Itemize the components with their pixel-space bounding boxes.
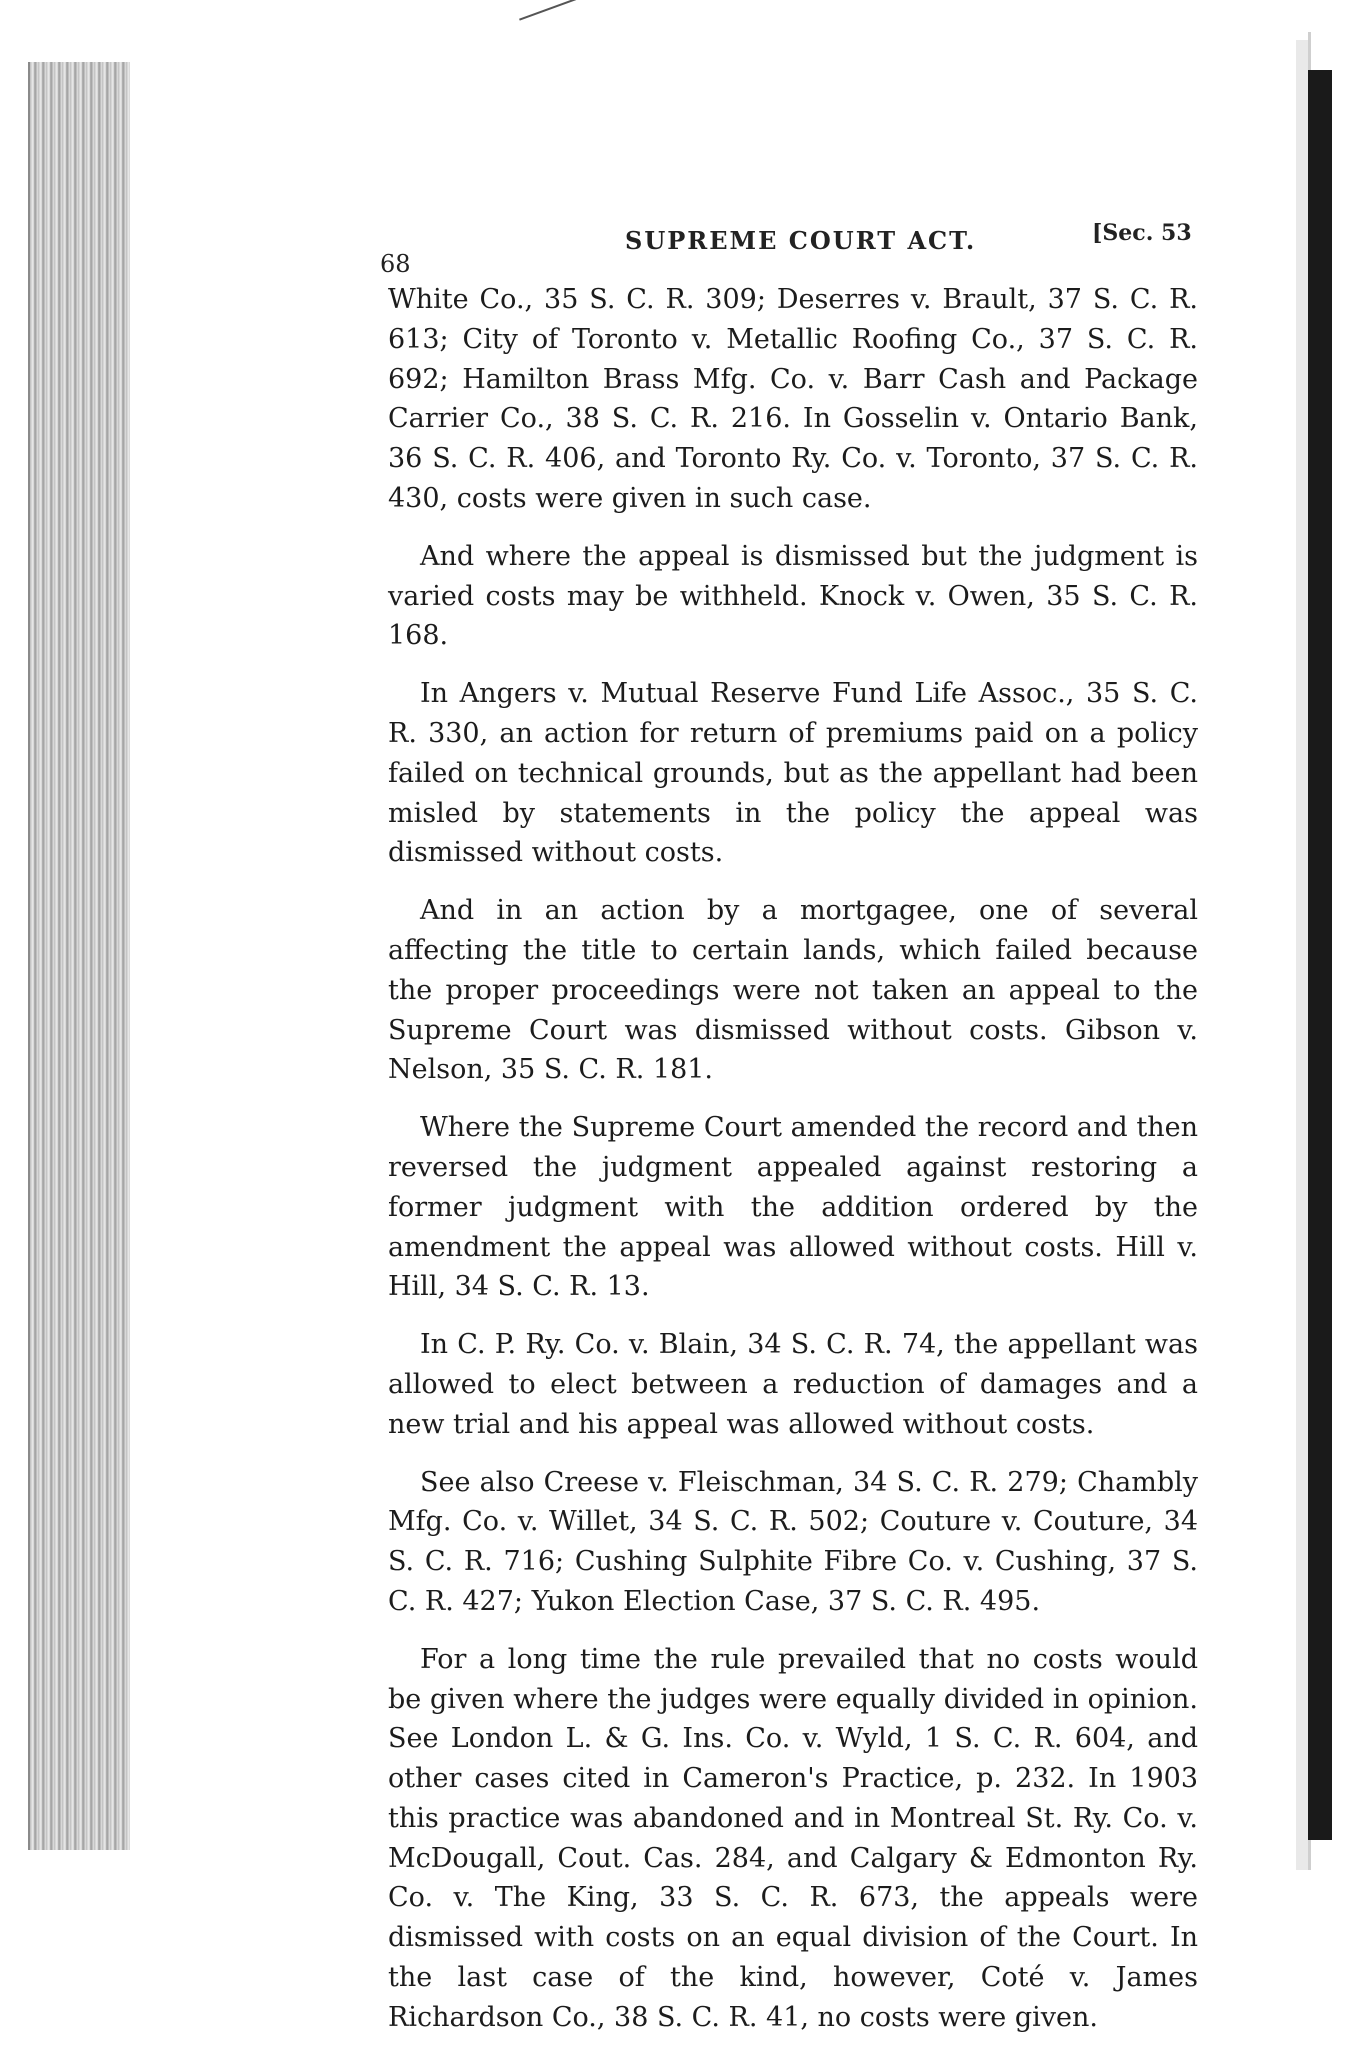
paragraph: And in an action by a mortgagee, one of several affecting the title to certain lands, which failed because the proper proceedings were not taken an appeal to the Supreme Court was dismissed without costs. Gibson v. Nelson, 35 S. C. R. 181. (388, 895, 1198, 1086)
paragraph: In C. P. Ry. Co. v. Blain, 34 S. C. R. 74, the appellant was allowed to elect between a reduction of damages and a new trial and his appeal was allowed without costs. (388, 1329, 1198, 1440)
page-gutter (1296, 40, 1308, 1870)
paragraph: See also Creese v. Fleischman, 34 S. C. R. 279; Chambly Mfg. Co. v. Willet, 34 S. C. R. 502; Couture v. Couture, 34 S. C. R. 716; Cushing Sulphite Fibre Co. v. Cushing, 37 S. C. R. 427; Yukon Election Case, 37 S. C. R. 495. (388, 1466, 1198, 1617)
running-head (380, 220, 1280, 278)
paragraph: For a long time the rule prevailed that no costs would be given where the judges were equally divided in opinion. See London L. & G. Ins. Co. v. Wyld, 1 S. C. R. 604, and other cases cited in Cameron's Practice, p. 232. In 1903 this practice was abandoned and in Montreal St. Ry. Co. v. McDougall, Cout. Cas. 284, and Calgary & Edmonton Ry. Co. v. The King, 33 S. C. R. 673, the appeals were dismissed with costs on an equal division of the Court. In the last case of the kind, however, Coté v. James Richardson Co., 38 S. C. R. 41, no costs were given. (388, 1643, 1198, 2033)
paragraph: In Angers v. Mutual Reserve Fund Life Assoc., 35 S. C. R. 330, an action for return of premiums paid on a policy failed on technical grounds, but as the appellant had been misled by statements in the policy the appeal was dismissed without costs. (388, 678, 1198, 869)
scan-mark (519, 0, 581, 34)
paragraph: Where the Supreme Court amended the record and then reversed the judgment appealed against restoring a former judgment with the addition ordered by the amendment the appeal was allowed without costs. Hill v. Hill, 34 S. C. R. 13. (388, 1112, 1198, 1303)
section-marker: [Sec. 53 (1092, 220, 1192, 246)
page-number: 68 (380, 250, 411, 278)
paragraph: White Co., 35 S. C. R. 309; Deserres v. Brault, 37 S. C. R. 613; City of Toronto v. Metallic Roofing Co., 37 S. C. R. 692; Hamilton Brass Mfg. Co. v. Barr Cash and Package Carrier Co., 38 S. C. R. 216. In Gosselin v. Ontario Bank, 36 S. C. R. 406, and Toronto Ry. Co. v. Toronto, 37 S. C. R. 430, costs were given in such case. (388, 284, 1198, 514)
paragraph: And where the appeal is dismissed but the judgment is varied costs may be withheld. Knock v. Owen, 35 S. C. R. 168. (388, 540, 1198, 652)
header-title: SUPREME COURT ACT. (625, 226, 977, 255)
book-binding (1308, 70, 1332, 1840)
page-stack-edge (28, 62, 132, 1850)
body-text (388, 280, 1198, 2056)
